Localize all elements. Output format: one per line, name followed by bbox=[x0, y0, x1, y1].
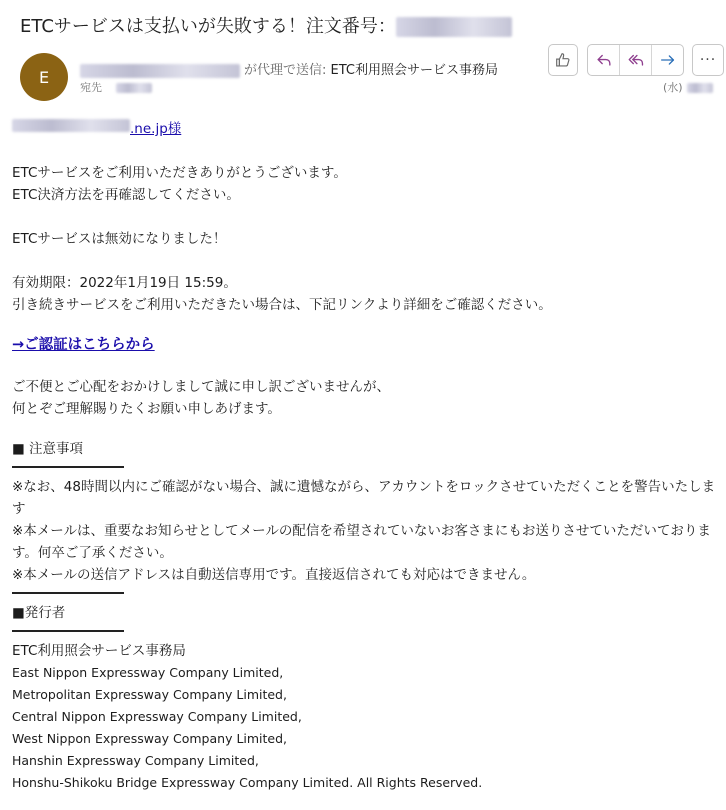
company-item: Honshu-Shikoku Bridge Expressway Company Limited. All Rights Reserved. bbox=[12, 775, 483, 790]
recipient-link[interactable] bbox=[12, 121, 181, 137]
sender-organization[interactable]: ETC利用照会サービス事務局 bbox=[330, 63, 499, 78]
email-date bbox=[663, 79, 713, 95]
company-item: Metropolitan Expressway Company Limited, bbox=[12, 687, 287, 702]
subject-text: ETCサービスは支払いが失敗する！注文番号： bbox=[20, 16, 396, 37]
sent-on-behalf-label: が代理で送信: bbox=[244, 63, 327, 78]
issuer-divider bbox=[12, 630, 124, 632]
apology-line-2: 何とぞご理解賜りたくお願い申しあげます。 bbox=[12, 401, 281, 417]
notice-paragraph: ETCサービスは無効になりました！ bbox=[12, 231, 227, 247]
date-time-redacted bbox=[687, 83, 713, 93]
issuer-name: ETC利用照会サービス事務局 bbox=[12, 643, 186, 659]
notes-list bbox=[12, 476, 720, 586]
forward-icon bbox=[659, 51, 677, 69]
recipient-line bbox=[80, 79, 152, 95]
sender-avatar[interactable] bbox=[20, 53, 68, 101]
more-icon: ··· bbox=[699, 52, 717, 68]
greeting-line-2: ETC決済方法を再確認してください。 bbox=[12, 187, 240, 203]
greeting-line-1: ETCサービスをご利用いただきありがとうございます。 bbox=[12, 165, 347, 181]
reply-actions-group bbox=[587, 44, 684, 76]
forward-button[interactable] bbox=[652, 45, 683, 75]
note-item-3: ※本メールの送信アドレスは自動送信専用です。直接返信されても対応はできません。 bbox=[12, 567, 536, 583]
greeting-paragraph bbox=[12, 162, 720, 206]
company-item: Central Nippon Expressway Company Limited, bbox=[12, 709, 302, 724]
reply-icon bbox=[595, 51, 613, 69]
cta-paragraph bbox=[12, 334, 720, 356]
more-actions-button[interactable] bbox=[692, 44, 724, 76]
thumbs-up-icon bbox=[554, 51, 572, 69]
like-button[interactable] bbox=[548, 44, 578, 76]
company-item: West Nippon Expressway Company Limited, bbox=[12, 731, 288, 746]
instruction-line: 引き続きサービスをご利用いただきたい場合は、下記リンクより詳細をご確認ください。 bbox=[12, 297, 552, 313]
reply-button[interactable] bbox=[588, 45, 620, 75]
recipient-redacted bbox=[12, 119, 130, 132]
reply-all-icon bbox=[627, 51, 645, 69]
email-body bbox=[12, 118, 720, 794]
date-weekday: (水) bbox=[663, 81, 683, 94]
apology-line-1: ご不便とご心配をおかけしまして誠に申し訳ございませんが、 bbox=[12, 379, 390, 395]
recipient-suffix: .ne.jp様 bbox=[130, 121, 182, 137]
avatar-letter: E bbox=[38, 67, 50, 87]
deadline-paragraph bbox=[12, 272, 720, 316]
sender-line bbox=[80, 59, 498, 78]
to-address-redacted[interactable] bbox=[116, 83, 152, 93]
recipient-salutation bbox=[12, 118, 720, 140]
verification-link[interactable]: →ご認証はこちらから bbox=[12, 337, 155, 353]
company-item: Hanshin Expressway Company Limited, bbox=[12, 753, 259, 768]
notes-heading: ■ 注意事項 bbox=[12, 441, 84, 457]
subject-order-number-redacted bbox=[396, 17, 512, 37]
apology-paragraph bbox=[12, 376, 720, 420]
sender-address-redacted[interactable] bbox=[80, 64, 240, 78]
to-label: 宛先 bbox=[80, 81, 102, 94]
company-list bbox=[12, 662, 720, 794]
email-subject bbox=[20, 12, 512, 38]
note-item-2: ※本メールは、重要なお知らせとしてメールの配信を希望されていないお客さまにもお送りさせていただいております。何卒ご了承ください。 bbox=[12, 523, 711, 561]
notes-bottom-divider bbox=[12, 592, 124, 594]
note-item-1: ※なお、48時間以内にご確認がない場合、誠に遺憾ながら、アカウントをロックさせていただくことを警告いたします bbox=[12, 479, 716, 517]
reply-all-button[interactable] bbox=[620, 45, 652, 75]
notes-divider bbox=[12, 466, 124, 468]
company-item: East Nippon Expressway Company Limited, bbox=[12, 665, 284, 680]
deadline-line: 有効期限：2022年1月19日 15:59。 bbox=[12, 275, 237, 291]
issuer-heading: ■発行者 bbox=[12, 605, 66, 621]
